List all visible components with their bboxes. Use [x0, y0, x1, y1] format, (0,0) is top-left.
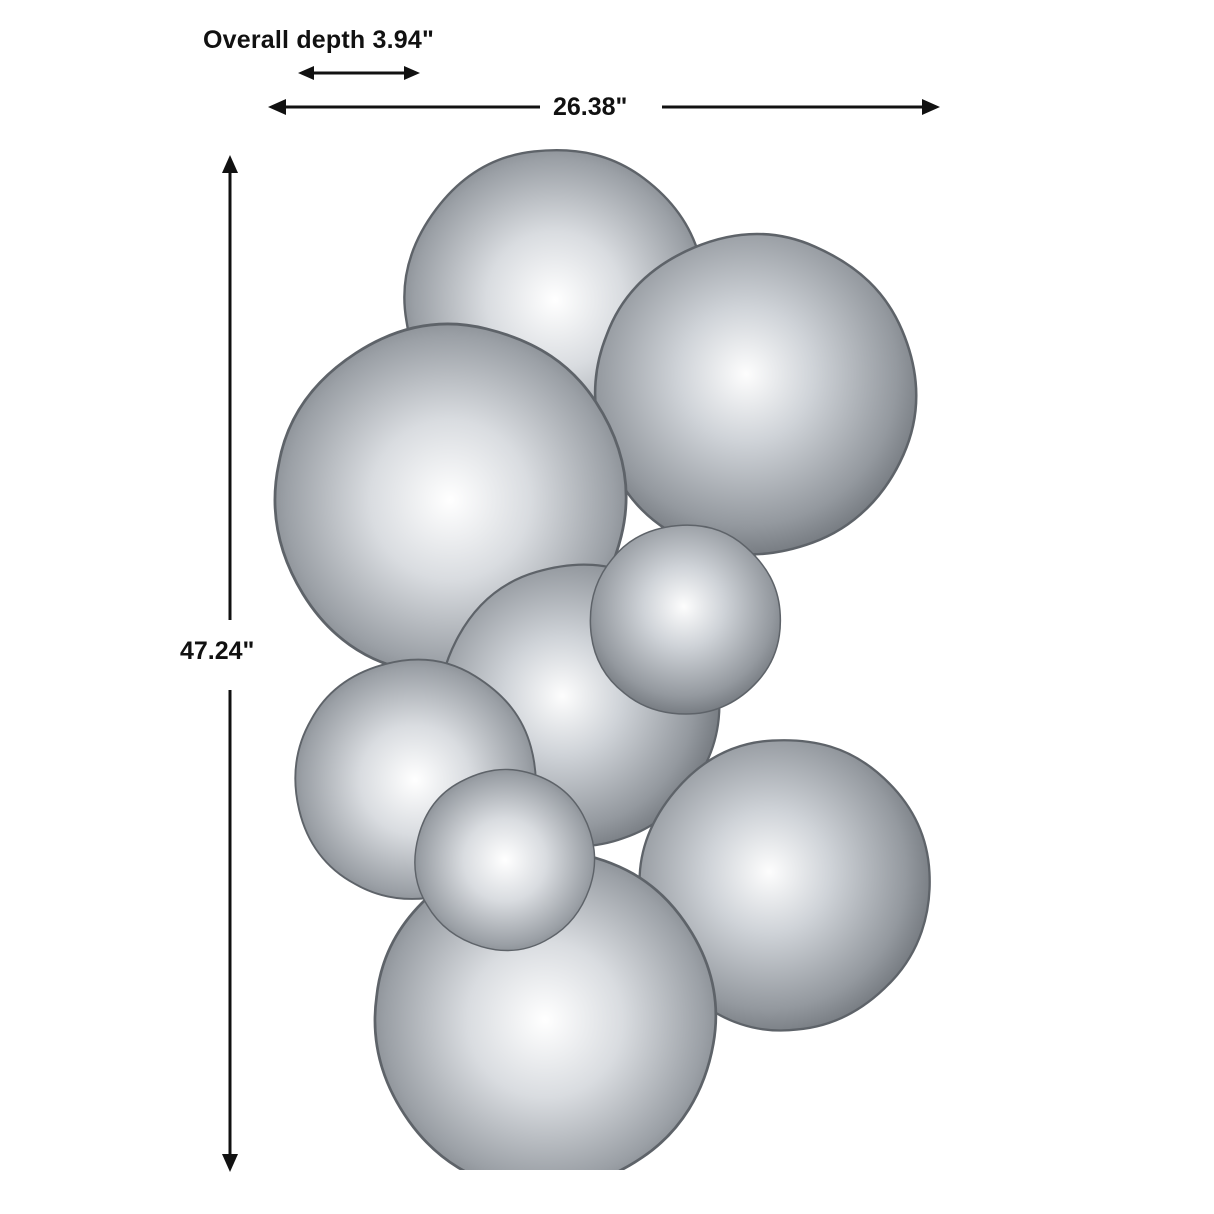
depth-arrow: [298, 66, 420, 80]
depth-dimension-label: Overall depth 3.94": [203, 26, 435, 54]
width-dimension-label: 26.38": [553, 93, 628, 121]
height-dimension-label: 47.24": [180, 637, 255, 665]
lily-pad-artwork-svg: [255, 140, 955, 1170]
product-artwork: [255, 140, 955, 1170]
